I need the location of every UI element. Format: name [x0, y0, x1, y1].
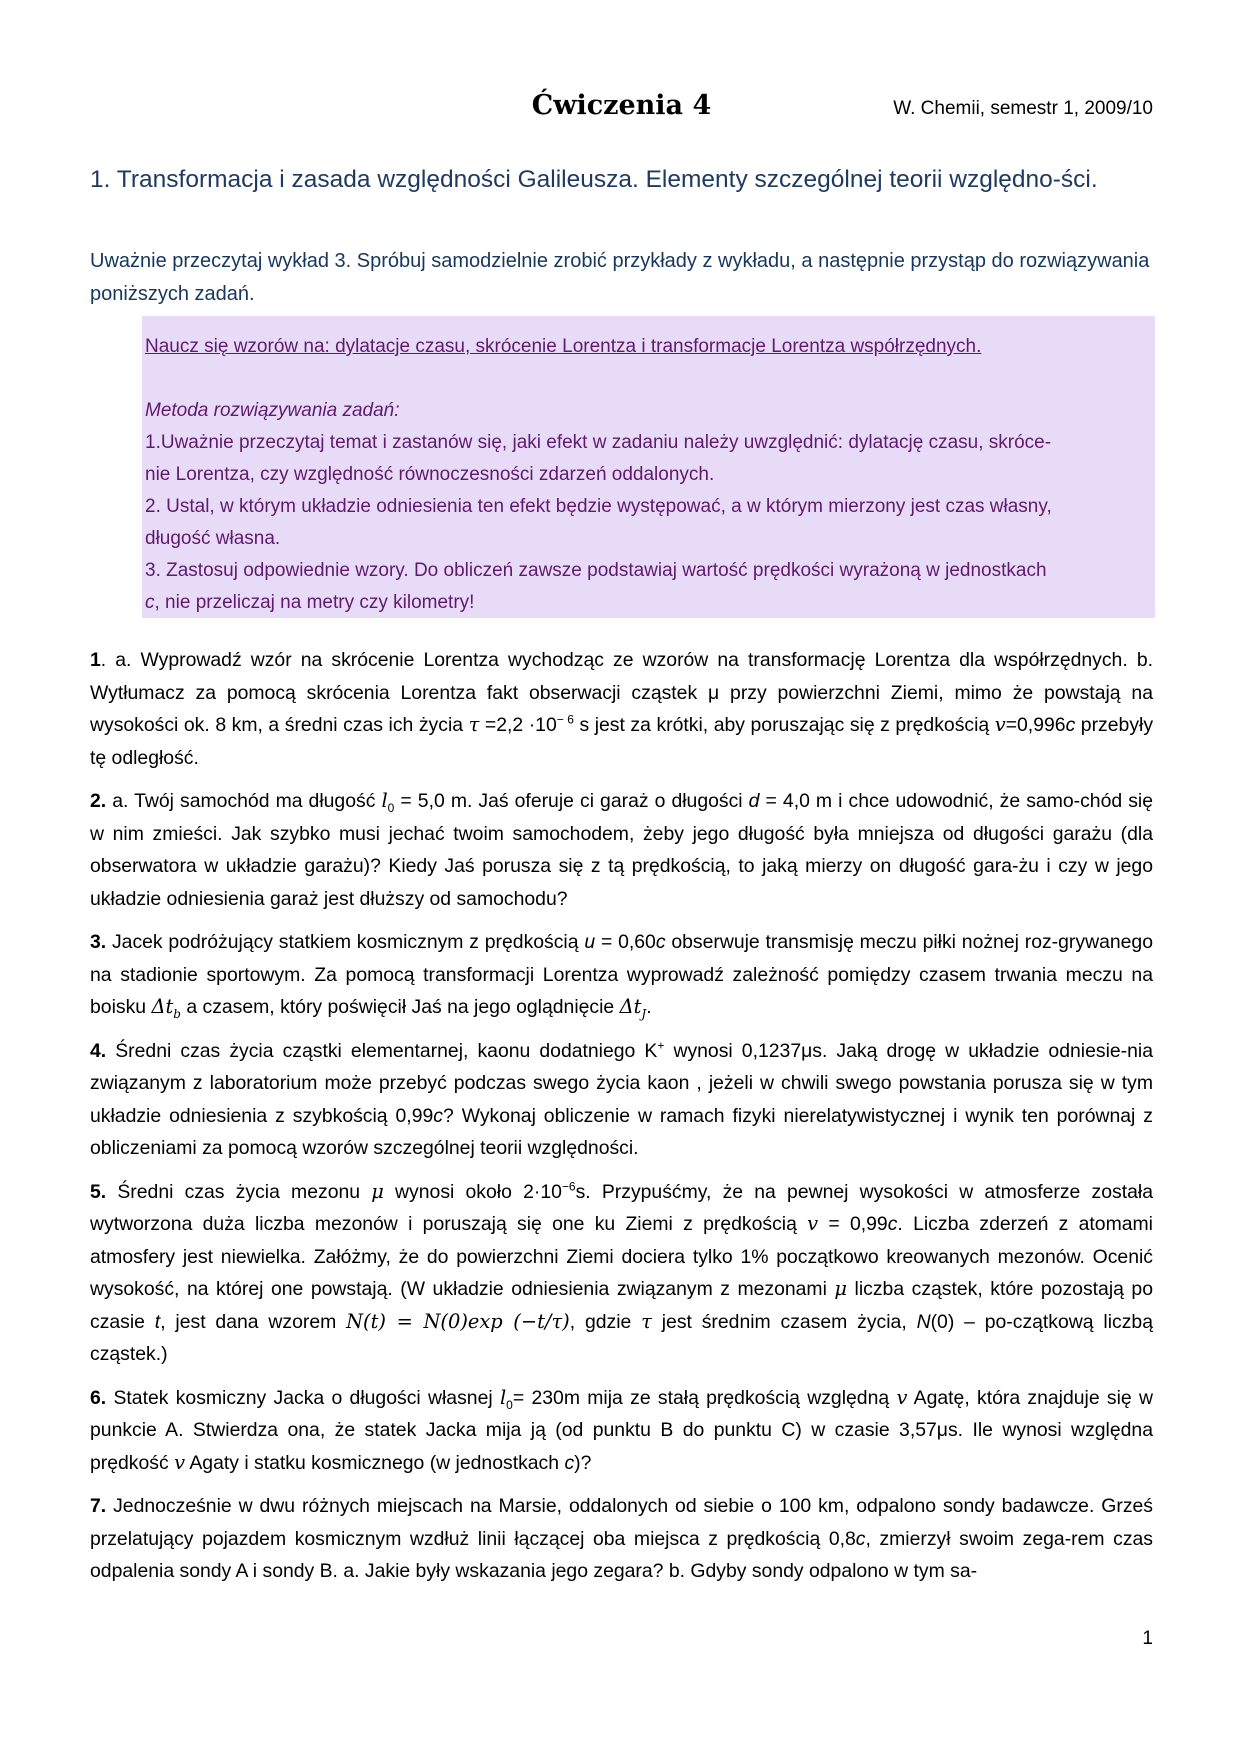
- method-step-1a: 1.Uważnie przeczytaj temat i zastanów się, jaki efekt w zadaniu należy uwzględnić: dylatację czasu, skróce-: [145, 432, 1052, 453]
- course-info: W. Chemii, semestr 1, 2009/10: [893, 98, 1153, 119]
- header: [90, 90, 1153, 130]
- method-step-2b: długość własna.: [145, 528, 281, 549]
- method-title: Metoda rozwiązywania zadań:: [145, 400, 400, 421]
- problem-7: 7. Jednocześnie w dwu różnych miejscach na Marsie, oddalonych od siebie o 100 km, odpalono sondy badawcze. Grześ przelatujący pojazdem kosmicznym wzdłuż linii łączącej oba miejsca z prędkością 0,8c, zmierzył swoim zega-rem czas odpalenia sondy A i sondy B. a. Jakie były wskazania jego zegara? b. Gdyby sondy odpalono w tym sa-: [90, 1495, 1153, 1582]
- method-step-1b: nie Lorentza, czy względność równoczesności zdarzeń oddalonych.: [145, 464, 715, 485]
- method-box: [142, 316, 1155, 618]
- problem-list: [90, 644, 1153, 1599]
- problem-4: 4. Średni czas życia cząstki elementarnej, kaonu dodatniego K+ wynosi 0,1237μs. Jaką drogę w układzie odniesie-nia związanym z laboratorium może przebyć podczas swego życia kaon , jeżeli w chwili swego powstania porusza się w tym układzie odniesienia z szybkością 0,99c? Wykonaj obliczenie w ramach fizyki nierelatywistycznej i wynik ten porównaj z obliczeniami za pomocą wzorów szczególnej teorii względności.: [90, 1038, 1153, 1159]
- method-step-3a: 3. Zastosuj odpowiednie wzory. Do obliczeń zawsze podstawiaj wartość prędkości wyrażoną w jednostkach: [145, 560, 1047, 581]
- problem-6: 6. Statek kosmiczny Jacka o długości własnej $l_0= 230m$ mija ze stałą prędkością względną v Agatę, która znajduje się w punkcie A. Stwierdza ona, że statek Jacka mija ją (od punktu B do punktu C) w czasie 3,57μs. Ile wynosi względna prędkość v Agaty i statku kosmicznego (w jednostkach c)?: [90, 1385, 1154, 1474]
- page-title: Ćwiczenia 4: [531, 90, 712, 121]
- section-heading: 1. Transformacja i zasada względności Galileusza. Elementy szczególnej teorii względno-ści.: [90, 166, 1098, 193]
- section-intro: Uważnie przeczytaj wykład 3. Spróbuj samodzielnie zrobić przykłady z wykładu, a następnie przystąp do rozwiązywania poniższych zadań.: [90, 250, 1150, 305]
- method-step-3b: c, nie przeliczaj na metry czy kilometry!: [145, 592, 475, 613]
- formulas-note: Naucz się wzorów na: dylatacje czasu, skrócenie Lorentza i transformacje Lorentza współrzędnych.: [145, 336, 982, 357]
- problem-3: 3. Jacek podróżujący statkiem kosmicznym z prędkością u = 0,60c obserwuje transmisję meczu piłki nożnej roz-grywanego na stadionie sportowym. Za pomocą transformacji Lorentza wyprowadź zależność pomiędzy czasem trwania meczu na boisku $\Delta t_b$ a czasem, który poświęcił Jaś na jego oglądnięcie $\Delta t_J$.: [90, 931, 1153, 1021]
- problem-2: 2. a. Twój samochód ma długość $l_0 = 5,0$ m. Jaś oferuje ci garaż o długości d = 4,0 m i chce udowodnić, że samo-chód się w nim zmieści. Jak szybko musi jechać twoim samochodem, żeby jego długość była mniejsza od długości garażu (dla obserwatora w układzie garażu)? Kiedy Jaś porusza się z tą prędkością, to jaką mierzy on długość gara-żu i czy w jego układzie odniesienia garaż jest dłuższy od samochodu?: [90, 789, 1153, 910]
- page-number: 1: [1142, 1628, 1153, 1649]
- problem-5: 5. Średni czas życia mezonu μ wynosi około $2\cdot 10^{-6}s$. Przypuśćmy, że na pewnej wysokości w atmosferze została wytworzona duża liczba mezonów i poruszają się one ku Ziemi z prędkością v = 0,99c. Liczba zderzeń z atomami atmosfery jest niewielka. Załóżmy, że do powierzchni Ziemi dociera tylko 1% początkowo kreowanych mezonów. Ocenić wysokość, na której one powstają. (W układzie odniesienia związanym z mezonami μ liczba cząstek, które pozostają po czasie t, jest dana wzorem N(t) = N(0)exp (−t/τ), gdzie τ jest średnim czasem życia, N(0) – po-czątkową liczbą cząstek.): [90, 1179, 1153, 1365]
- method-step-2a: 2. Ustal, w którym układzie odniesienia ten efekt będzie występować, a w którym mierzony jest czas własny,: [145, 496, 1052, 517]
- problem-1: 1. a. Wyprowadź wzór na skrócenie Lorentza wychodząc ze wzorów na transformację Lorentza dla współrzędnych. b. Wytłumacz za pomocą skrócenia Lorentza fakt obserwacji cząstek μ przy powierzchni Ziemi, mimo że powstają na wysokości ok. 8 km, a średni czas ich życia $\tau =2,2 \cdot 10^{- 6}$ s jest za krótki, aby poruszając się z prędkością v=0,996c przebyły tę odległość.: [90, 649, 1154, 769]
- decay-formula: N(t) = N(0)exp (−t/τ): [346, 1309, 570, 1333]
